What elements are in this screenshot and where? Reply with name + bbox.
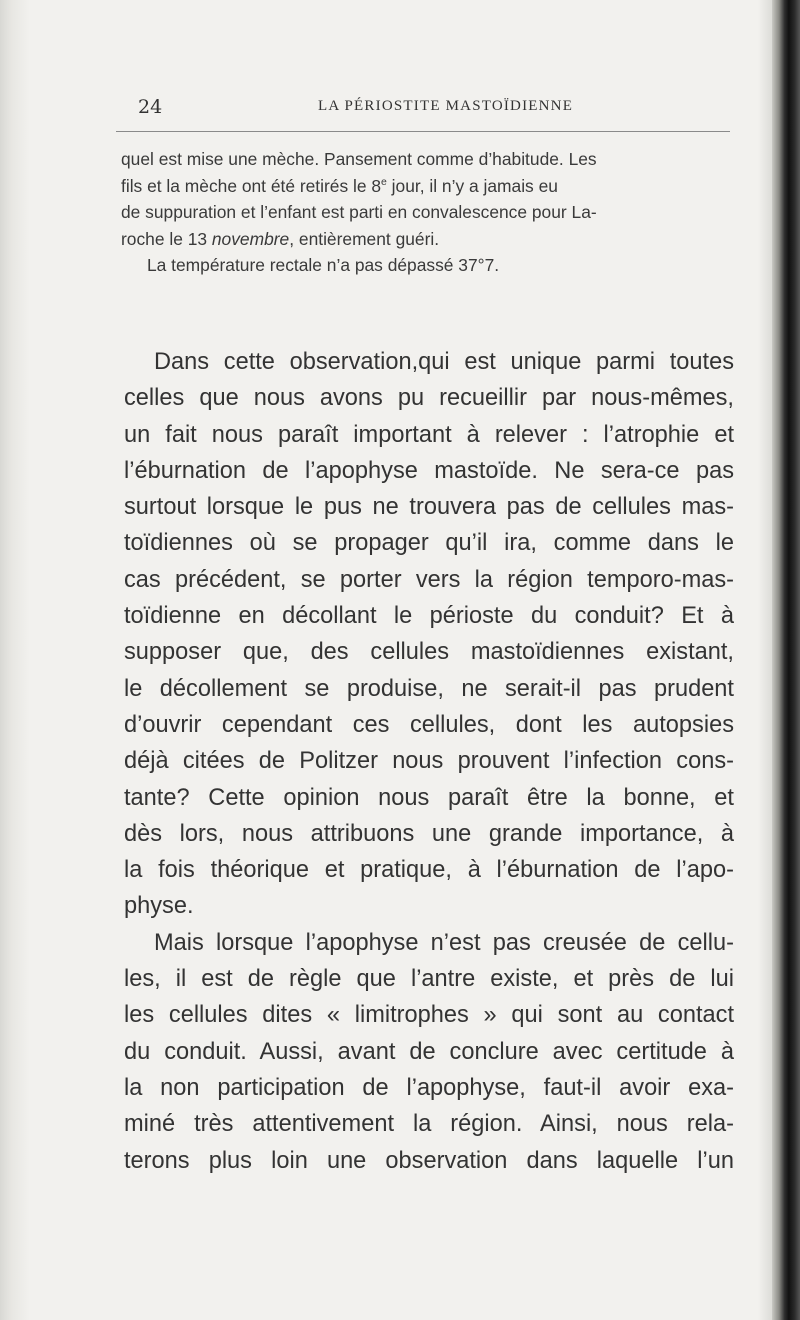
header-rule (116, 131, 730, 132)
text-line: surtout lorsque le pus ne trouvera pas de cellules mas- (124, 494, 734, 521)
text-line: La température rectale n’a pas dépassé 37°7. (147, 255, 500, 275)
text-line: physe. (124, 893, 194, 920)
text-line: quel est mise une mèche. Pansement comme d’habitude. Les (121, 149, 597, 169)
text-line: Mais lorsque l’apophyse n’est pas creusée de cellu- (154, 929, 734, 956)
text-line: Dans cette observation,qui est unique parmi toutes (154, 349, 734, 375)
text-line: un fait nous paraît important à relever : l’atrophie et (124, 421, 734, 448)
text-line: roche le 13 novembre, entièrement guéri. (121, 228, 440, 249)
main-text-block (124, 344, 734, 1179)
text-line: toïdiennes où se propager qu’il ira, comme dans le (124, 530, 734, 557)
text-line: terons plus loin une observation dans laquelle l’un (124, 1147, 734, 1174)
text-line: fils et la mèche ont été retirés le 8e jour, il n’y a jamais eu (121, 175, 558, 196)
page-binding-edge (772, 0, 800, 1320)
text-line: supposer que, des cellules mastoïdiennes existant, (124, 639, 734, 666)
page-header (138, 96, 738, 120)
text-line: tante? Cette opinion nous paraît être la bonne, et (124, 784, 734, 811)
text-line: les, il est de règle que l’antre existe, et près de lui (124, 966, 734, 993)
text-line: celles que nous avons pu recueillir par nous-mêmes, (124, 385, 734, 412)
text-line: déjà citées de Politzer nous prouvent l’infection cons- (124, 748, 734, 775)
text-line: miné très attentivement la région. Ainsi, nous rela- (124, 1111, 734, 1138)
running-head: LA PÉRIOSTITE MASTOÏDIENNE (318, 98, 574, 114)
text-line: d’ouvrir cependant ces cellules, dont les autopsies (124, 711, 734, 738)
case-notes-paragraph (121, 146, 733, 252)
page-binding-shadow (758, 0, 772, 1320)
text-line: de suppuration et l’enfant est parti en convalescence pour La- (121, 202, 597, 222)
text-line: le décollement se produise, ne serait-il pas prudent (124, 675, 734, 702)
temperature-paragraph (121, 252, 733, 279)
page-number: 24 (138, 96, 163, 118)
text-line: dès lors, nous attribuons une grande importance, à (124, 820, 734, 847)
text-line: la fois théorique et pratique, à l’éburnation de l’apo- (124, 857, 734, 884)
text-line: du conduit. Aussi, avant de conclure avec certitude à (124, 1038, 734, 1065)
page-left-edge (0, 0, 30, 1320)
text-line: toïdienne en décollant le périoste du conduit? Et à (124, 603, 734, 630)
text-line: cas précédent, se porter vers la région temporo-mas- (124, 566, 734, 593)
italic-date: novembre (211, 228, 290, 249)
text-line: les cellules dites « limitrophes » qui sont au contact (124, 1002, 734, 1029)
superscript: e (381, 176, 387, 188)
case-notes-block (121, 146, 733, 279)
text-line: l’éburnation de l’apophyse mastoïde. Ne sera-ce pas (124, 457, 734, 484)
text-line: la non participation de l’apophyse, faut-il avoir exa- (124, 1074, 734, 1101)
